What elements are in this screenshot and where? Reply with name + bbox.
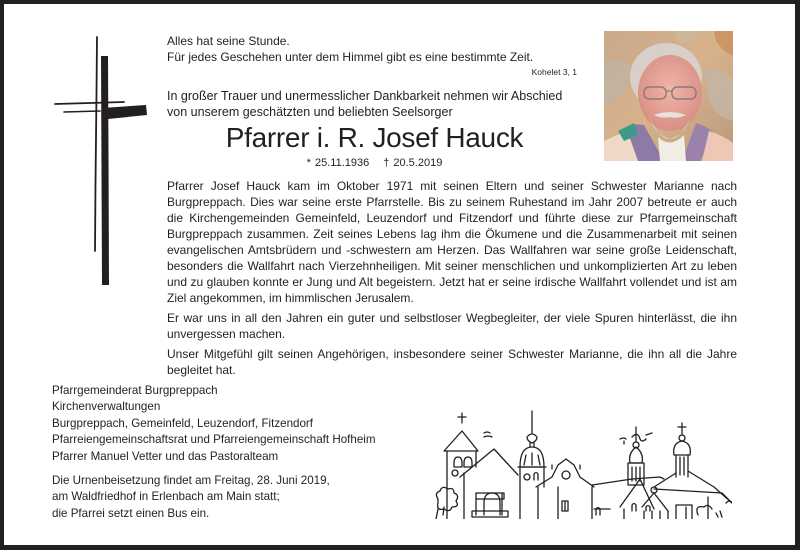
signer: Pfarrer Manuel Vetter und das Pastoralteam: [52, 449, 279, 463]
funeral-line: Die Urnenbeisetzung findet am Freitag, 28. Juni 2019,: [52, 474, 330, 487]
signer: Burgpreppach, Gemeinfeld, Leuzendorf, Fitzendorf: [52, 416, 314, 430]
intro-text: [167, 33, 577, 120]
verse-line-1: Alles hat seine Stunde.: [167, 34, 290, 48]
announcement: [167, 88, 577, 120]
funeral-info: [52, 473, 452, 522]
signer: Pfarrgemeinderat Burgpreppach: [52, 384, 218, 397]
funeral-line: am Waldfriedhof in Erlenbach am Main statt;: [52, 490, 280, 504]
obituary-body: [167, 178, 737, 382]
verse-line-2: Für jedes Geschehen unter dem Himmel gibt es eine bestimmte Zeit.: [167, 50, 534, 64]
birth-date: * 25.11.1936: [306, 157, 370, 169]
body-paragraph-2: Er war uns in all den Jahren ein guter und selbstloser Wegbegleiter, der viele Spuren hinterlässt, die ihn unvergessen machen.: [167, 311, 737, 341]
signer: Kirchenverwaltungen: [52, 400, 161, 414]
death-date: † 20.5.2019: [383, 157, 443, 169]
village-church-sketch-icon: [432, 407, 732, 519]
verse-source: Kohelet 3, 1: [531, 67, 577, 77]
cross-icon: [50, 33, 150, 288]
life-dates: [167, 156, 582, 170]
body-paragraph-3: Unser Mitgefühl gilt seinen Angehörigen, insbesondere seiner Schwester Marianne, die ihn all die Jahre begleitet hat.: [167, 347, 737, 377]
body-paragraph-1: Pfarrer Josef Hauck kam im Oktober 1971 mit seinen Eltern und seiner Schwester Marianne nach Burgpreppach. Dies war seine erste Pfarrstelle. Bis zu seinem Ruhestand im Jahr 2007 betreute er auch die Kirchengemeinden Gemeinfeld, Leuzendorf und Fitzendorf und führte diese zur Pfarrgemeinschaft Burgpreppach zusammen. Zeit seines Lebens lag ihm die Ökumene und die Zusammenarbeit mit seinen evangelischen Amtsbrüdern und -schwestern am Herzen. Das Wallfahren war seine große Leidenschaft, besonders die Wallfahrt nach Vierzehnheiligen. Mit seiner menschlichen und unkomplizierten Art zu leben und zu glauben konnte er Jung und Alt begeistern. Jetzt hat er seine irdische Wallfahrt vollendet und ist am Ziel angekommen, im himmlischen Jerusalem.: [167, 179, 737, 305]
deceased-name: Pfarrer i. R. Josef Hauck: [225, 122, 524, 153]
signer: Pfarreiengemeinschaftsrat und Pfarreiengemeinschaft Hofheim: [52, 433, 376, 447]
announcement-line-1: In großer Trauer und unermesslicher Dankbarkeit nehmen wir Abschied: [167, 89, 563, 103]
portrait-photo: [604, 31, 733, 161]
signers-list: [52, 383, 452, 465]
obituary-notice: [4, 4, 795, 545]
announcement-line-2: von unserem geschätzten und beliebten Seelsorger: [167, 105, 453, 119]
funeral-line: die Pfarrei setzt einen Bus ein.: [52, 506, 210, 520]
